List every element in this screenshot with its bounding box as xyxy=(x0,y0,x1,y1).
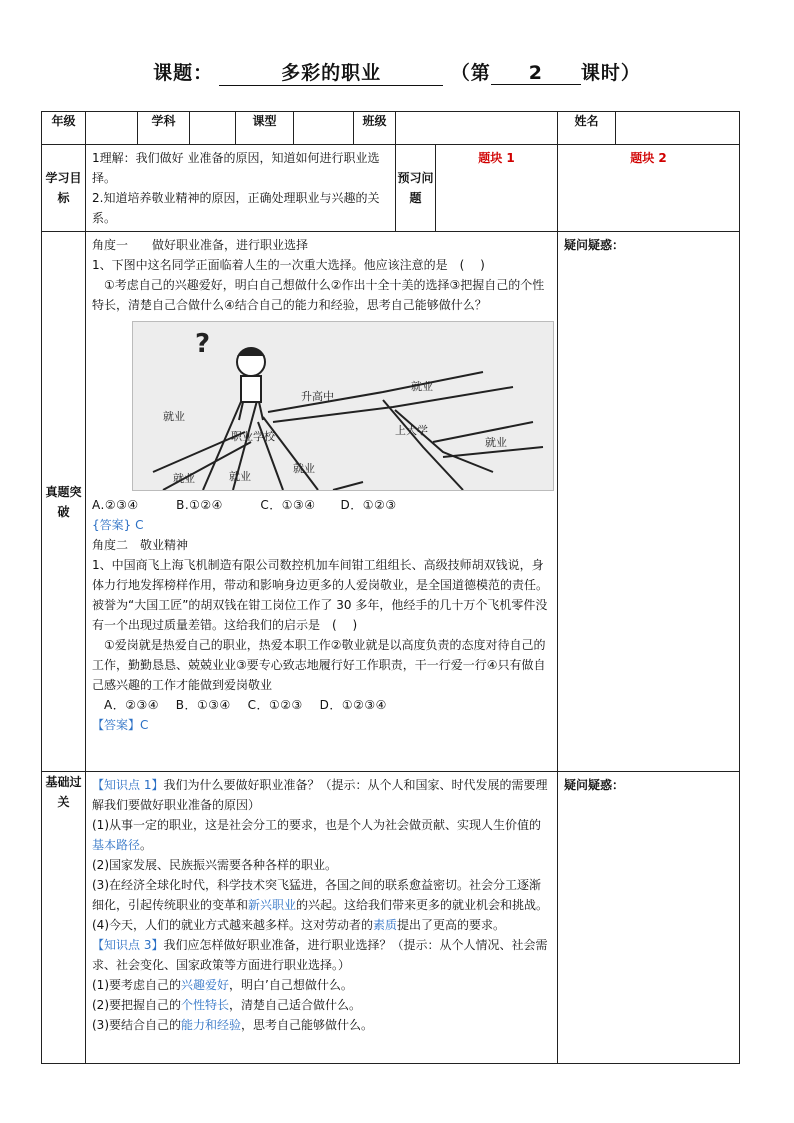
q2-stem: 1、中国商飞上海飞机制造有限公司数控机加车间钳工组组长、高级技师胡双钱说，身体力行地发挥榜样作用，带动和影响身边更多的人爱岗敬业，是全国道德模范的责任。被誉为“大国工匠”的胡双钱在钳工岗位工作了 30 多年，他经手的几十万个飞机零件没有一个出现过质量差错。这给我们的启示是 ( ) xyxy=(92,558,549,632)
goals-row xyxy=(42,145,740,232)
figure-label-vocational: 职业学校 xyxy=(231,430,275,443)
step-1-keyword: 兴趣爱好 xyxy=(181,978,230,992)
figure-label-high-school: 升高中 xyxy=(301,390,334,403)
figure-label-employment: 就业 xyxy=(485,436,507,449)
knowledge-point-3-tag: 【知识点 3】 xyxy=(92,938,164,952)
basics-row xyxy=(42,772,740,1064)
q1-answer: {答案} C xyxy=(92,518,144,532)
step-2-end: ，清楚自己适合做什么。 xyxy=(229,998,362,1012)
goals-content xyxy=(86,145,396,232)
grade-label: 年级 xyxy=(42,112,86,145)
topic-blank: 多彩的职业 xyxy=(219,58,443,86)
question-block-1: 题块 1 xyxy=(478,151,515,165)
career-roads-illustration xyxy=(133,322,553,490)
question-mark-label: ? xyxy=(195,329,211,359)
figure-label-employment: 就业 xyxy=(163,410,185,423)
step-3-text: (3)要结合自己的 xyxy=(92,1018,181,1032)
practice-content xyxy=(86,232,558,772)
step-3-keyword: 能力和经验 xyxy=(181,1018,242,1032)
point-3-keyword: 新兴职业 xyxy=(248,898,297,912)
lesson-prefix: （第 xyxy=(450,62,491,84)
goal-item: 2.知道培养敬业精神的原因，正确处理职业与兴趣的关系。 xyxy=(92,191,380,225)
practice-doubt-cell[interactable] xyxy=(558,232,740,772)
step-1-end: ，明白’自己想做什么。 xyxy=(229,978,353,992)
lesson-suffix: 课时） xyxy=(580,62,641,84)
point-4-keyword: 素质 xyxy=(373,918,398,932)
basics-content xyxy=(86,772,558,1064)
point-1-keyword: 基本路径 xyxy=(92,838,141,852)
step-2-text: (2)要把握自己的 xyxy=(92,998,181,1012)
point-4-end: 提出了更高的要求。 xyxy=(397,918,506,932)
title-prefix: 课题： xyxy=(153,62,214,84)
page-title xyxy=(0,58,794,86)
grade-value[interactable] xyxy=(86,112,138,145)
figure-label-employment: 就业 xyxy=(411,380,433,393)
figure-label-employment: 就业 xyxy=(173,472,195,485)
knowledge-point-1-text: 我们为什么要做好职业准备？（提示：从个人和国家、时代发展的需要理解我们要做好职业准备的原因） xyxy=(92,778,548,812)
career-choice-figure xyxy=(132,321,554,491)
basics-label: 基础过关 xyxy=(42,772,86,1064)
question-block-2: 题块 2 xyxy=(630,151,667,165)
q2-options: A．②③④ B．①③④ C．①②③ D．①②③④ xyxy=(104,698,387,712)
step-2-keyword: 个性特长 xyxy=(181,998,230,1012)
preview-label: 预习问题 xyxy=(396,145,436,232)
header-row xyxy=(42,112,740,145)
point-4-text: (4)今天，人们的就业方式越来越多样。这对劳动者的 xyxy=(92,918,374,932)
name-value[interactable] xyxy=(616,112,740,145)
knowledge-point-3-text: 我们应怎样做好职业准备，进行职业选择？（提示：从个人情况、社会需求、社会变化、国家政策等方面进行职业选择。） xyxy=(92,938,548,972)
q1-options: A.②③④ B.①②④ C．①③④ D．①②③ xyxy=(92,498,397,512)
angle-two-heading: 角度二 敬业精神 xyxy=(92,538,189,552)
subject-label: 学科 xyxy=(138,112,190,145)
practice-label: 真题突破 xyxy=(42,232,86,772)
figure-label-university: 上大学 xyxy=(395,424,428,437)
q2-body: ①爱岗就是热爱自己的职业，热爱本职工作②敬业就是以高度负责的态度对待自己的工作，勤勤恳恳、兢兢业业③要专心致志地履行好工作职责，干一行爱一行④只有做自己感兴趣的工作才能做到爱岗敬业 xyxy=(92,638,546,692)
point-1-end: 。 xyxy=(140,838,153,852)
type-label: 课型 xyxy=(236,112,294,145)
figure-label-employment: 就业 xyxy=(293,462,315,475)
point-1-text: (1)从事一定的职业，这是社会分工的要求，也是个人为社会做贡献、实现人生价值的 xyxy=(92,818,542,832)
lesson-table xyxy=(41,111,740,1064)
lesson-number: 2 xyxy=(491,62,581,85)
basics-doubt-label: 疑问疑惑： xyxy=(564,778,625,792)
figure-label-employment: 就业 xyxy=(229,470,251,483)
q2-answer: 【答案】C xyxy=(92,718,149,732)
q1-stem: 1、下图中这名同学正面临着人生的一次重大选择。他应该注意的是 ( ) xyxy=(92,258,485,272)
goal-item: 1理解：我们做好 业准备的原因，知道如何进行职业选择。 xyxy=(92,151,380,185)
class-value[interactable] xyxy=(396,112,558,145)
knowledge-point-1-tag: 【知识点 1】 xyxy=(92,778,164,792)
practice-row xyxy=(42,232,740,772)
point-3-end: 的兴起。这给我们带来更多的就业机会和挑战。 xyxy=(296,898,549,912)
goals-label: 学习目标 xyxy=(42,145,86,232)
step-3-end: ，思考自己能够做什么。 xyxy=(241,1018,374,1032)
practice-doubt-label: 疑问疑惑： xyxy=(564,238,625,252)
step-1-text: (1)要考虑自己的 xyxy=(92,978,181,992)
class-label: 班级 xyxy=(354,112,396,145)
q1-body: ①考虑自己的兴趣爱好，明白自己想做什么②作出十全十美的选择③把握自己的个性特长，清楚自己合做什么④结合自己的能力和经验，思考自己能够做什么？ xyxy=(92,278,545,312)
angle-one-heading: 角度一 做好职业准备，进行职业选择 xyxy=(92,238,309,252)
name-label: 姓名 xyxy=(558,112,616,145)
subject-value[interactable] xyxy=(190,112,236,145)
basics-doubt-cell[interactable] xyxy=(558,772,740,1064)
point-2-text: (2)国家发展、民族振兴需要各种各样的职业。 xyxy=(92,858,337,872)
type-value[interactable] xyxy=(294,112,354,145)
point-3-text: (3)在经济全球化时代，科学技术突飞猛进，各国之间的联系愈益密切。社会分工逐渐细化，引起传统职业的变革和 xyxy=(92,878,542,912)
